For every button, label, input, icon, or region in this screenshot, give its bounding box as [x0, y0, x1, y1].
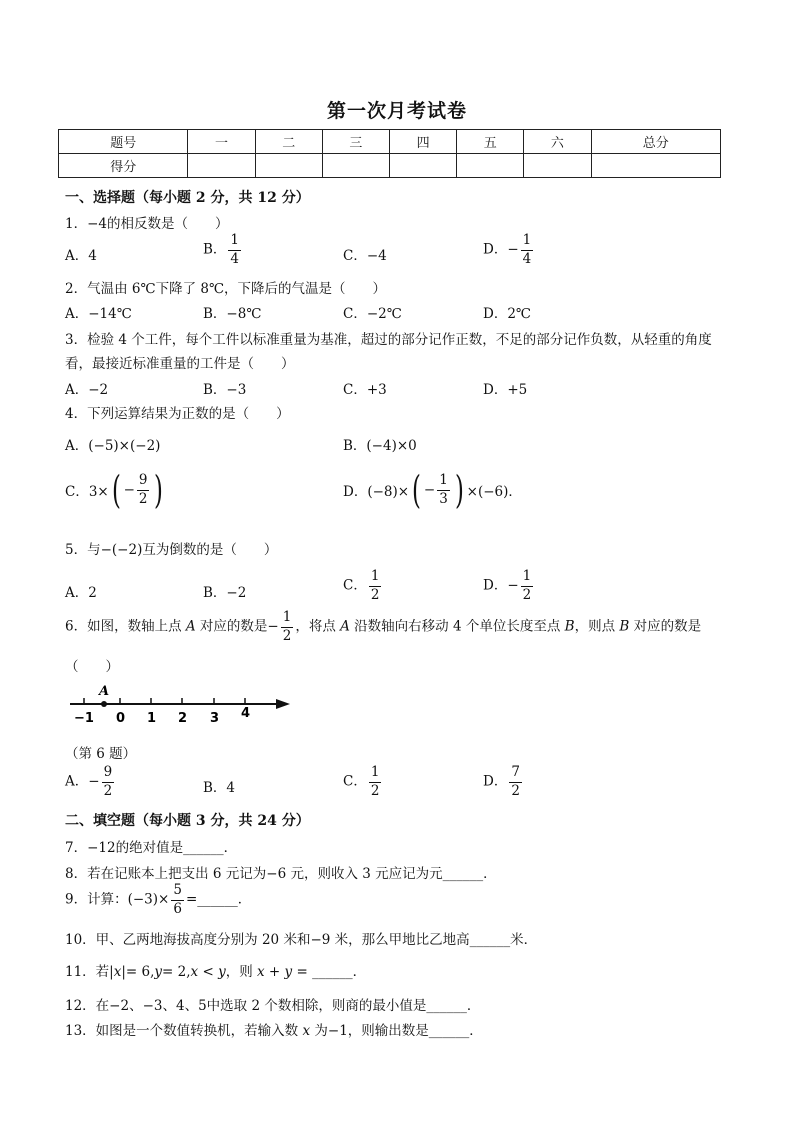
q6-option-c: C． $\frac{1}{2}$: [343, 764, 380, 799]
q1-option-b: B． $\frac{1}{4}$: [203, 232, 240, 267]
question-8: 8．若在记账本上把支出 6 元记为−6 元，则收入 3 元应记为元______．: [65, 866, 497, 882]
q2-option-a: A．−14℃: [65, 306, 132, 322]
question-4-stem: 4．下列运算结果为正数的是（ ）: [65, 406, 290, 422]
score-input-cell: [524, 154, 591, 178]
q5-option-c: C． $\frac{1}{2}$: [343, 568, 380, 603]
fraction: $\frac{1}{4}$: [522, 232, 532, 267]
point-a-label: A: [99, 684, 110, 699]
score-input-cell: [389, 154, 456, 178]
tick-label: 2: [178, 711, 188, 726]
score-cell: 五: [457, 130, 524, 154]
tick-label: −1: [74, 711, 94, 726]
q1-option-a: A．4: [65, 248, 97, 264]
tick-label: 0: [116, 711, 126, 726]
question-3-stem-line-1: 3．检验 4 个工件，每个工件以标准重量为基准，超过的部分记作正数，不足的部分记作负数，从轻重的角度: [65, 332, 712, 348]
number-line-figure: [66, 684, 296, 726]
q3-option-b: B．−3: [203, 382, 247, 398]
question-5-stem: 5．与−(−2)互为倒数的是（ ）: [65, 542, 278, 558]
q5-option-a: A．2: [65, 585, 97, 601]
figure-caption: （第 6 题）: [65, 746, 137, 762]
section-heading-2: 二、填空题（每小题 3 分，共 24 分）: [65, 813, 310, 829]
fraction: $\frac{7}{2}$: [511, 764, 520, 799]
tick-label: 1: [147, 711, 157, 726]
fraction: $\frac{1}{3}$: [439, 472, 448, 507]
q2-option-c: C．−2℃: [343, 306, 402, 322]
q2-option-b: B．−8℃: [203, 306, 262, 322]
score-cell: 得分: [59, 154, 188, 178]
question-3-stem-line-2: 看，最接近标准重量的工件是（ ）: [65, 356, 295, 372]
q4-option-d: D．(−8)×( − $\frac{1}{3}$ ) ×(−6)．: [343, 468, 522, 512]
question-9: 9．计算：(−3)× $\frac{5}{6}$ =______．: [65, 882, 252, 917]
fraction: $\frac{1}{2}$: [522, 568, 532, 603]
question-6-stem: 6．如图，数轴上点 A 对应的数是− $\frac{1}{2}$ ，将点 A 沿数轴向右移动 4 个单位长度至点 B，则点 B 对应的数是: [65, 609, 702, 644]
score-input-cell: [591, 154, 721, 178]
q6-option-a: A．− $\frac{9}{2}$: [65, 764, 113, 799]
question-13: 13．如图是一个数值转换机，若输入数 x 为−1，则输出数是______．: [65, 1023, 483, 1039]
q5-option-d: D．− $\frac{1}{2}$: [483, 568, 532, 603]
score-cell: 三: [322, 130, 389, 154]
question-7: 7．−12的绝对值是______．: [65, 840, 238, 856]
tick-label: 3: [210, 711, 220, 726]
q6-option-d: D． $\frac{7}{2}$: [483, 764, 520, 799]
q6-option-b: B．4: [203, 780, 236, 796]
score-cell: 二: [255, 130, 322, 154]
score-input-cell: [457, 154, 524, 178]
fraction: $\frac{5}{6}$: [173, 882, 182, 917]
q3-option-d: D．+5: [483, 382, 528, 398]
tick-label: 4: [241, 706, 251, 721]
fraction: $\frac{1}{4}$: [230, 232, 240, 267]
arrow-icon: [276, 699, 290, 709]
question-1-stem: 1．−4的相反数是（ ）: [65, 216, 229, 232]
q4-option-b: B．(−4)×0: [343, 438, 417, 454]
score-input-cell: [322, 154, 389, 178]
score-table: [58, 129, 721, 178]
point-a-dot: [101, 701, 107, 707]
score-cell: 题号: [59, 130, 188, 154]
fraction: $\frac{1}{2}$: [282, 609, 292, 644]
score-cell: 总分: [591, 130, 721, 154]
score-table-score-row: [59, 154, 721, 178]
page-title: 第一次月考试卷: [326, 100, 467, 122]
q1-option-c: C．−4: [343, 248, 387, 264]
question-2-stem: 2．气温由 6℃下降了 8℃，下降后的气温是（ ）: [65, 281, 387, 297]
q4-option-c: C．3×( − $\frac{9}{2}$ ): [65, 468, 164, 512]
question-6-stem-line-2: （ ）: [65, 659, 119, 675]
q3-option-c: C．+3: [343, 382, 387, 398]
question-10: 10．甲、乙两地海拔高度分别为 20 米和−9 米，那么甲地比乙地高______米．: [65, 932, 538, 948]
q2-option-d: D．2℃: [483, 306, 532, 322]
score-cell: 四: [389, 130, 456, 154]
score-cell: 六: [524, 130, 591, 154]
q5-option-b: B．−2: [203, 585, 247, 601]
question-12: 12．在−2、−3、4、5中选取 2 个数相除，则商的最小值是______．: [65, 998, 481, 1014]
score-table-header-row: [59, 130, 721, 154]
fraction: $\frac{9}{2}$: [103, 764, 113, 799]
score-cell: 一: [188, 130, 255, 154]
q1-option-d: D．− $\frac{1}{4}$: [483, 232, 532, 267]
q4-option-a: A．(−5)×(−2): [65, 438, 161, 454]
score-input-cell: [188, 154, 255, 178]
question-11: 11．若|x|= 6,y= 2,x < y，则 x + y = ______．: [65, 964, 367, 980]
fraction: $\frac{1}{2}$: [370, 568, 380, 603]
section-heading-1: 一、选择题（每小题 2 分，共 12 分）: [65, 190, 310, 206]
q3-option-a: A．−2: [65, 382, 109, 398]
fraction: $\frac{1}{2}$: [370, 764, 380, 799]
fraction: $\frac{9}{2}$: [138, 472, 148, 507]
score-input-cell: [255, 154, 322, 178]
